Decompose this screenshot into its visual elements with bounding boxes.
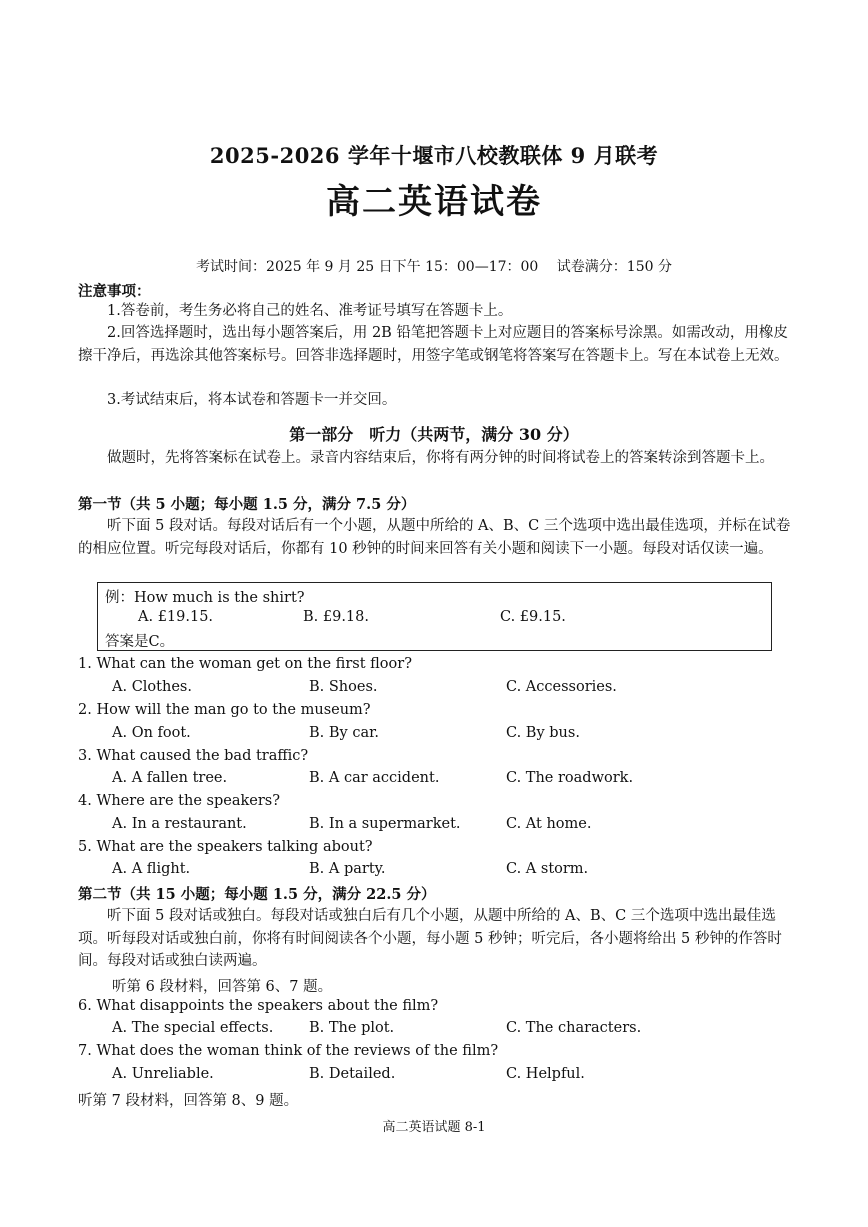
section1-intro: 听下面 5 段对话。每段对话后有一个小题，从题中所给的 A、B、C 三个选项中选出最佳选项，并标在试卷的相应位置。听完每段对话后，你都有 10 秒钟的时间来回答有关小题和阅读下一小题。每段对话仅读一遍。 [78, 518, 791, 557]
material-6-note: 听第 6 段材料，回答第 6、7 题。 [112, 979, 333, 995]
question-3-option-a: A. A fallen tree. [112, 770, 228, 786]
question-5-option-b: B. A party. [309, 861, 386, 877]
question-2: 2. How will the man go to the museum? [78, 702, 371, 718]
part1-heading: 第一部分 听力（共两节，满分 30 分） [289, 425, 579, 444]
question-7: 7. What does the woman think of the reviews of the film? [78, 1043, 499, 1059]
example-option-c: C. £9.15. [500, 609, 566, 625]
question-4-option-c: C. At home. [506, 816, 592, 832]
question-6-option-c: C. The characters. [506, 1020, 642, 1036]
page-footer: 高二英语试题 8-1 [382, 1120, 486, 1135]
material-7-note: 听第 7 段材料，回答第 8、9 题。 [78, 1093, 299, 1109]
exam-info: 考试时间：2025 年 9 月 25 日下午 15：00—17：00 试卷满分：150 分 [196, 259, 672, 275]
section2-heading: 第二节（共 15 小题；每小题 1.5 分，满分 22.5 分） [78, 886, 436, 903]
question-2-option-b: B. By car. [309, 725, 380, 741]
example-option-a: A. £19.15. [138, 609, 214, 625]
example-question: 例：How much is the shirt? [105, 590, 305, 606]
notice-heading: 注意事项： [78, 283, 151, 300]
question-7-option-b: B. Detailed. [309, 1066, 396, 1082]
section1-heading: 第一节（共 5 小题；每小题 1.5 分，满分 7.5 分） [78, 496, 416, 513]
section2-intro: 听下面 5 段对话或独白。每段对话或独白后有几个小题，从题中所给的 A、B、C 三个选项中选出最佳选项。听每段对话或独白前，你将有时间阅读各个小题，每小题 5 秒钟；听完后，各小题将给出 5 秒钟的作答时间。每段对话或独白读两遍。 [78, 908, 782, 969]
question-3-option-c: C. The roadwork. [506, 770, 634, 786]
question-3-option-b: B. A car accident. [309, 770, 440, 786]
question-4-option-b: B. In a supermarket. [309, 816, 461, 832]
question-1-option-b: B. Shoes. [309, 679, 378, 695]
question-6: 6. What disappoints the speakers about the film? [78, 998, 439, 1014]
notice-item-2: 2.回答选择题时，选出每小题答案后，用 2B 铅笔把答题卡上对应题目的答案标号涂黑。如需改动，用橡皮擦干净后，再选涂其他答案标号。回答非选择题时，用签字笔或钢笔将答案写在答题卡上。写在本试卷上无效。 [78, 325, 789, 364]
question-2-option-c: C. By bus. [506, 725, 580, 741]
question-4: 4. Where are the speakers? [78, 793, 280, 809]
question-1: 1. What can the woman get on the first floor? [78, 656, 412, 672]
notice-item-1: 1.答卷前，考生务必将自己的姓名、准考证号填写在答题卡上。 [107, 303, 513, 319]
exam-title: 2025-2026 学年十堰市八校教联体 9 月联考 [209, 143, 659, 168]
question-1-option-c: C. Accessories. [506, 679, 617, 695]
part1-intro: 做题时，先将答案标在试卷上。录音内容结束后，你将有两分钟的时间将试卷上的答案转涂到答题卡上。 [107, 450, 774, 466]
paper-title: 高二英语试卷 [326, 182, 542, 222]
question-5-option-a: A. A flight. [112, 861, 191, 877]
example-answer: 答案是C。 [105, 634, 175, 650]
question-1-option-a: A. Clothes. [112, 679, 192, 695]
question-4-option-a: A. In a restaurant. [112, 816, 247, 832]
question-6-option-b: B. The plot. [309, 1020, 395, 1036]
question-7-option-a: A. Unreliable. [112, 1066, 214, 1082]
question-2-option-a: A. On foot. [112, 725, 191, 741]
question-6-option-a: A. The special effects. [112, 1020, 274, 1036]
question-5: 5. What are the speakers talking about? [78, 839, 373, 855]
notice-item-3: 3.考试结束后，将本试卷和答题卡一并交回。 [107, 392, 397, 408]
question-5-option-c: C. A storm. [506, 861, 589, 877]
example-option-b: B. £9.18. [303, 609, 369, 625]
question-7-option-c: C. Helpful. [506, 1066, 585, 1082]
question-3: 3. What caused the bad traffic? [78, 748, 309, 764]
